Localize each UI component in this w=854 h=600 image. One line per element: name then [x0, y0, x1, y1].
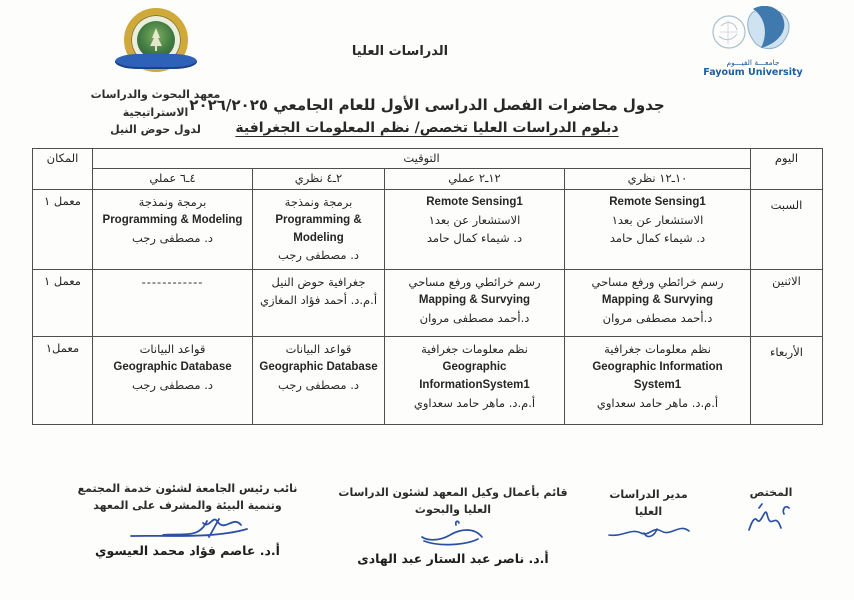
logo-blue-banner	[115, 54, 197, 69]
lecturer-name: د.أحمد مصطفى مروان	[602, 310, 713, 325]
lecturer-name: د. شيماء كمال حامد	[609, 230, 706, 245]
empty-slot-dashes: ------------	[141, 275, 204, 290]
course-name-ar: جغرافية حوض النيل	[271, 275, 366, 290]
lecturer-name: أ.م.د. أحمد فؤاد المغازي	[259, 293, 378, 308]
course-name-ar: برمجة ونمذجة	[284, 195, 353, 209]
cell-wed-4-6	[93, 337, 253, 425]
lecturer-name: د. مصطفى رجب	[277, 377, 359, 392]
institute-name-line1: معهد البحوث والدراسات الاستراتيجية	[90, 88, 221, 119]
director-title: مدير الدراسات العليا	[609, 488, 688, 519]
day-saturday: السبت	[751, 190, 823, 270]
header-timing: التوقيت	[93, 149, 751, 169]
course-name-en: Mapping & Survying	[418, 294, 531, 307]
course-name-en: Remote Sensing1	[609, 196, 706, 208]
director-signature-icon	[605, 521, 693, 547]
graduate-studies-label: الدراسات العليا	[351, 44, 449, 59]
fayoum-university-header	[693, 6, 813, 78]
cell-sat-2-4	[253, 190, 385, 270]
cell-mon-10-12	[565, 270, 751, 337]
signature-block-specialist	[728, 484, 814, 536]
cell-sat-4-6	[93, 190, 253, 270]
institute-name-line2: لدول حوض النيل	[110, 123, 201, 137]
cell-mon-12-2	[385, 270, 565, 337]
cell-wed-10-12	[565, 337, 751, 425]
course-name-en: Geographic Information System1	[592, 361, 723, 391]
course-name-en: Programming & Modeling	[275, 213, 362, 244]
signature-block-vice-president	[60, 480, 315, 558]
lecturer-name: أ.م.د. ماهر حامد سعداوي	[413, 395, 536, 410]
header-slot-2-4: ٢ـ٤ نظري	[253, 169, 385, 190]
diploma-subtitle	[0, 120, 854, 136]
vice-president-name: أ.د. عاصم فؤاد محمد العيسوي	[95, 543, 280, 559]
cell-mon-4-6	[93, 270, 253, 337]
course-name-en: Remote Sensing1	[426, 196, 523, 208]
course-name-ar: برمجة ونمذجة	[138, 195, 207, 209]
place-saturday: معمل ١	[33, 190, 93, 270]
place-wednesday: معمل١	[33, 337, 93, 425]
header-day: اليوم	[751, 149, 823, 190]
diploma-subtitle-text: دبلوم الدراسات العليا تخصص/ نظم المعلومات الجغرافية	[235, 120, 619, 136]
header-slot-12-2: ١٢ـ٢ عملي	[385, 169, 565, 190]
course-name-ar: قواعد البيانات	[139, 342, 206, 357]
nile-basin-institute-logo-icon	[115, 8, 197, 78]
cell-wed-12-2	[385, 337, 565, 425]
header-slot-10-12: ١٠ـ١٢ نظري	[565, 169, 751, 190]
course-name-ar: قواعد البيانات	[285, 342, 352, 357]
day-wednesday: الأربعاء	[751, 337, 823, 425]
specialist-signature-icon	[745, 502, 797, 536]
signature-block-director	[596, 486, 701, 547]
course-name-en: Programming & Modeling	[102, 213, 243, 226]
table-row-wednesday	[33, 337, 823, 425]
vice-president-title-line1: نائب رئيس الجامعة لشئون خدمة المجتمع	[77, 482, 298, 495]
vice-president-title-line2: وتنمية البيئة والمشرف على المعهد	[93, 499, 282, 513]
fayoum-university-logo-icon	[701, 6, 805, 58]
course-name-ar: نظم معلومات جغرافية	[421, 342, 528, 357]
schedule-table	[32, 148, 823, 425]
vice-dean-signature-icon	[416, 519, 490, 549]
vice-president-signature-icon	[123, 515, 253, 541]
course-name-ar: نظم معلومات جغرافية	[604, 342, 711, 357]
signature-block-vice-dean	[338, 484, 568, 566]
lecturer-name: د. شيماء كمال حامد	[426, 230, 523, 245]
lecturer-name: د.أحمد مصطفى مروان	[419, 310, 530, 325]
header-slot-4-6: ٤ـ٦ عملي	[93, 169, 253, 190]
cell-wed-2-4	[253, 337, 385, 425]
course-name-en: Geographic Database	[113, 361, 232, 374]
course-name-ar: الاستشعار عن بعد١	[611, 212, 704, 227]
vice-dean-name: أ.د. ناصر عبد الستار عبد الهادى	[357, 551, 549, 567]
lecturer-name: د. مصطفى رجب	[131, 377, 213, 392]
fayoum-english-name: Fayoum University	[703, 67, 803, 78]
header-place: المكان	[33, 149, 93, 190]
lecturer-name: د. مصطفى رجب	[277, 248, 359, 263]
day-monday: الاثنين	[751, 270, 823, 337]
course-name-ar: رسم خرائطي ورفع مساحي	[408, 275, 541, 290]
place-monday: معمل ١	[33, 270, 93, 337]
schedule-title: جدول محاضرات الفصل الدراسى الأول للعام الجامعي ٢٠٢٦/٢٠٢٥	[189, 96, 665, 114]
lecturer-name: د. مصطفى رجب	[131, 230, 213, 245]
course-name-en: Geographic Database	[259, 361, 378, 374]
cell-mon-2-4	[253, 270, 385, 337]
lecturer-name: أ.م.د. ماهر حامد سعداوي	[596, 395, 719, 410]
course-name-ar: الاستشعار عن بعد١	[428, 212, 521, 227]
course-name-en: Geographic InformationSystem1	[419, 361, 530, 391]
cell-sat-10-12	[565, 190, 751, 270]
cell-sat-12-2	[385, 190, 565, 270]
table-row-saturday	[33, 190, 823, 270]
course-name-en: Mapping & Survying	[601, 294, 714, 307]
logo-tree-icon	[147, 26, 165, 52]
specialist-title: المختص	[749, 486, 793, 499]
table-row-monday	[33, 270, 823, 337]
vice-dean-title: قائم بأعمال وكيل المعهد لشئون الدراسات العليا والبحوث	[338, 486, 568, 517]
fayoum-arabic-name: جامعـــة الفيـــوم	[726, 58, 780, 67]
course-name-ar: رسم خرائطي ورفع مساحي	[591, 275, 724, 290]
